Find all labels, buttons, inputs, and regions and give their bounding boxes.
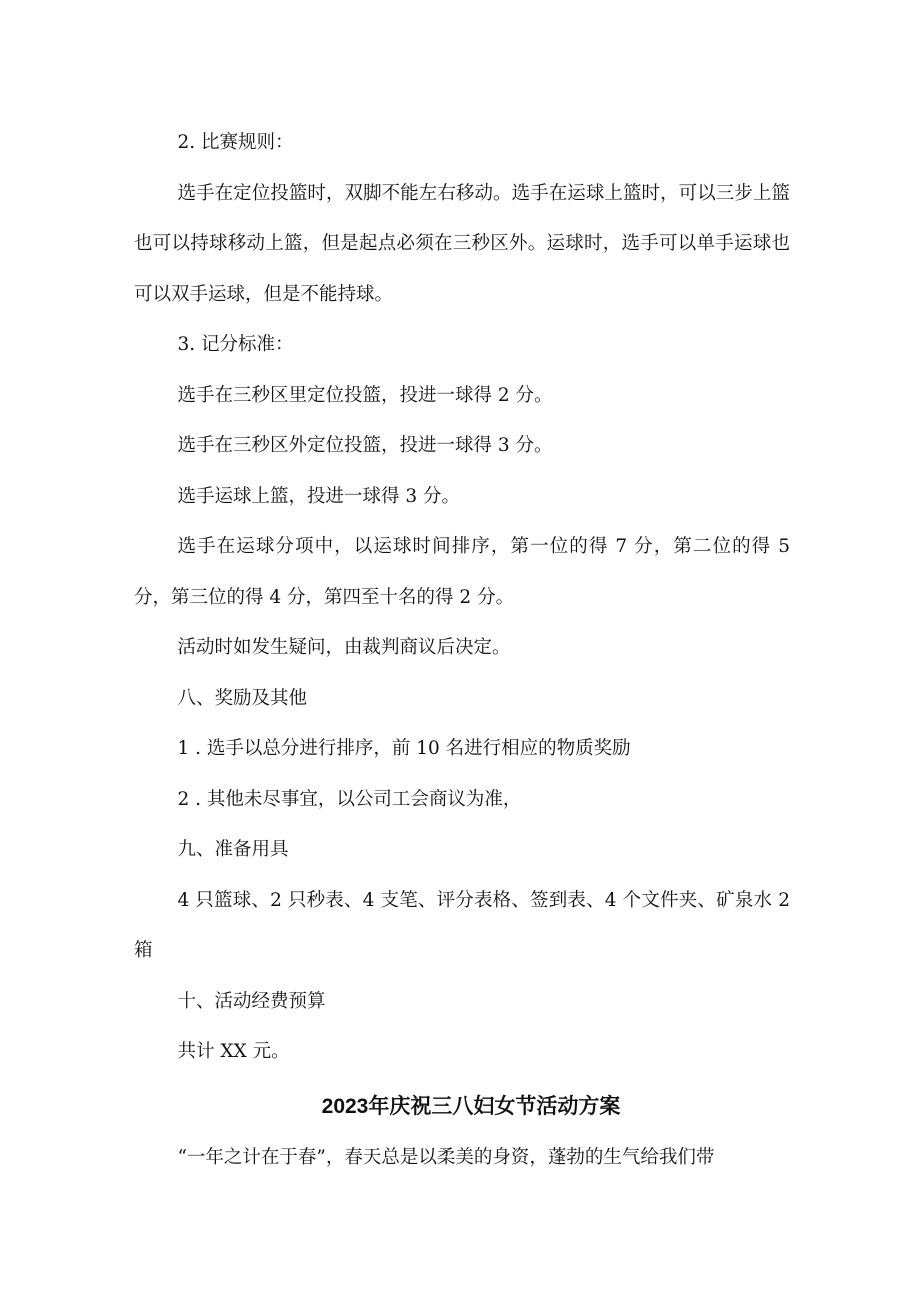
heading-budget: 十、活动经费预算 [177,990,326,1012]
paragraph-intro: “一年之计在于春”，春天总是以柔美的身资，蓬勃的生气给我们带 [177,1146,715,1168]
paragraph-reward-1: 1 . 选手以总分进行排序，前 10 名进行相应的物质奖励 [177,738,631,759]
heading-scoring-standard: 3. 记分标准： [177,334,294,355]
heading-rewards: 八、奖励及其他 [177,687,307,709]
heading-competition-rules: 2. 比赛规则： [177,132,294,153]
paragraph-score-layup: 选手运球上篮，投进一球得 3 分。 [177,485,461,507]
paragraph-score-outside: 选手在三秒区外定位投篮，投进一球得 3 分。 [177,435,553,456]
paragraph-score-dribble: 选手在运球分项中，以运球时间排序，第一位的得 7 分，第二位的得 5 分，第三位的得 4 分，第四至十名的得 2 分。 [134,536,790,608]
paragraph-disputes: 活动时如发生疑问，由裁判商议后决定。 [177,637,511,658]
heading-equipment: 九、准备用具 [177,839,289,860]
document-title: 2023年庆祝三八妇女节活动方案 [321,1094,621,1118]
paragraph-equipment-list: 4 只篮球、2 只秒表、4 支笔、评分表格、签到表、4 个文件夹、矿泉水 2 箱 [134,889,790,961]
paragraph-reward-2: 2 . 其他未尽事宜，以公司工会商议为准， [177,788,522,810]
paragraph-score-inside: 选手在三秒区里定位投篮，投进一球得 2 分。 [177,384,553,406]
paragraph-budget-total: 共计 XX 元。 [177,1041,290,1062]
paragraph-rules-body: 选手在定位投篮时，双脚不能左右移动。选手在运球上篮时，可以三步上篮也可以持球移动上篮，但是起点必须在三秒区外。运球时，选手可以单手运球也可以双手运球，但是不能持球。 [134,182,790,305]
